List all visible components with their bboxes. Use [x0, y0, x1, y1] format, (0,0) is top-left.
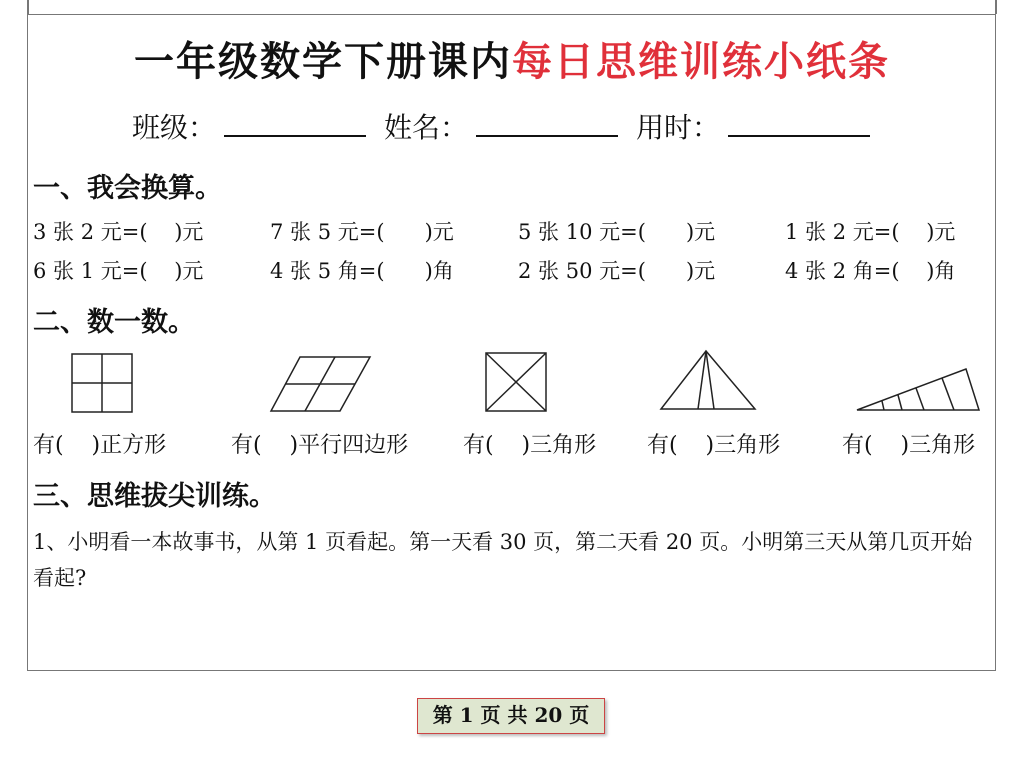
challenge-question: 1、小明看一本故事书，从第 1 页看起。第一天看 30 页，第二天看 20 页。小明第三天从第几页开始看起?	[33, 530, 973, 590]
page-number-badge: 第 1 页 共 20 页	[417, 698, 605, 734]
parallelogram-grid-icon	[268, 354, 374, 414]
name-field	[384, 106, 618, 146]
conversion-item: 2 张 50 元=( )元	[518, 259, 716, 283]
conversion-item: 3 张 2 元=( )元	[33, 220, 204, 244]
section-heading-conversion: 一、我会换算。	[33, 173, 222, 204]
conversion-item: 5 张 10 元=( )元	[518, 220, 716, 244]
count-caption: 有( )三角形	[647, 433, 781, 458]
name-label: 姓名：	[384, 111, 469, 144]
conversion-item: 6 张 1 元=( )元	[33, 259, 204, 283]
title-main: 一年级数学下册课内	[134, 38, 512, 85]
count-caption: 有( )正方形	[33, 433, 167, 458]
class-field	[132, 106, 366, 146]
square-grid-icon	[70, 352, 136, 414]
conversion-item: 4 张 2 角=( )角	[785, 259, 956, 283]
page-edge-right	[995, 0, 997, 14]
count-caption: 有( )三角形	[463, 433, 597, 458]
time-label: 用时：	[636, 111, 721, 144]
section-heading-challenge: 三、思维拔尖训练。	[33, 481, 276, 512]
square-x-icon	[484, 351, 550, 413]
class-blank[interactable]	[224, 111, 366, 137]
class-label: 班级：	[132, 111, 217, 144]
student-info	[132, 106, 888, 146]
conversion-item: 1 张 2 元=( )元	[785, 220, 956, 244]
section-heading-counting: 二、数一数。	[33, 307, 195, 338]
triangle-fan-icon	[658, 348, 758, 412]
time-blank[interactable]	[728, 111, 870, 137]
name-blank[interactable]	[476, 111, 618, 137]
page-edge-left	[27, 0, 29, 14]
count-caption: 有( )三角形	[842, 433, 976, 458]
title-highlight: 每日思维训练小纸条	[512, 38, 890, 85]
time-field	[636, 106, 870, 146]
page-title	[0, 30, 1024, 87]
obtuse-triangle-fan-icon	[854, 366, 982, 414]
conversion-item: 4 张 5 角=( )角	[270, 259, 454, 283]
count-caption: 有( )平行四边形	[231, 433, 409, 458]
conversion-item: 7 张 5 元=( )元	[270, 220, 454, 244]
